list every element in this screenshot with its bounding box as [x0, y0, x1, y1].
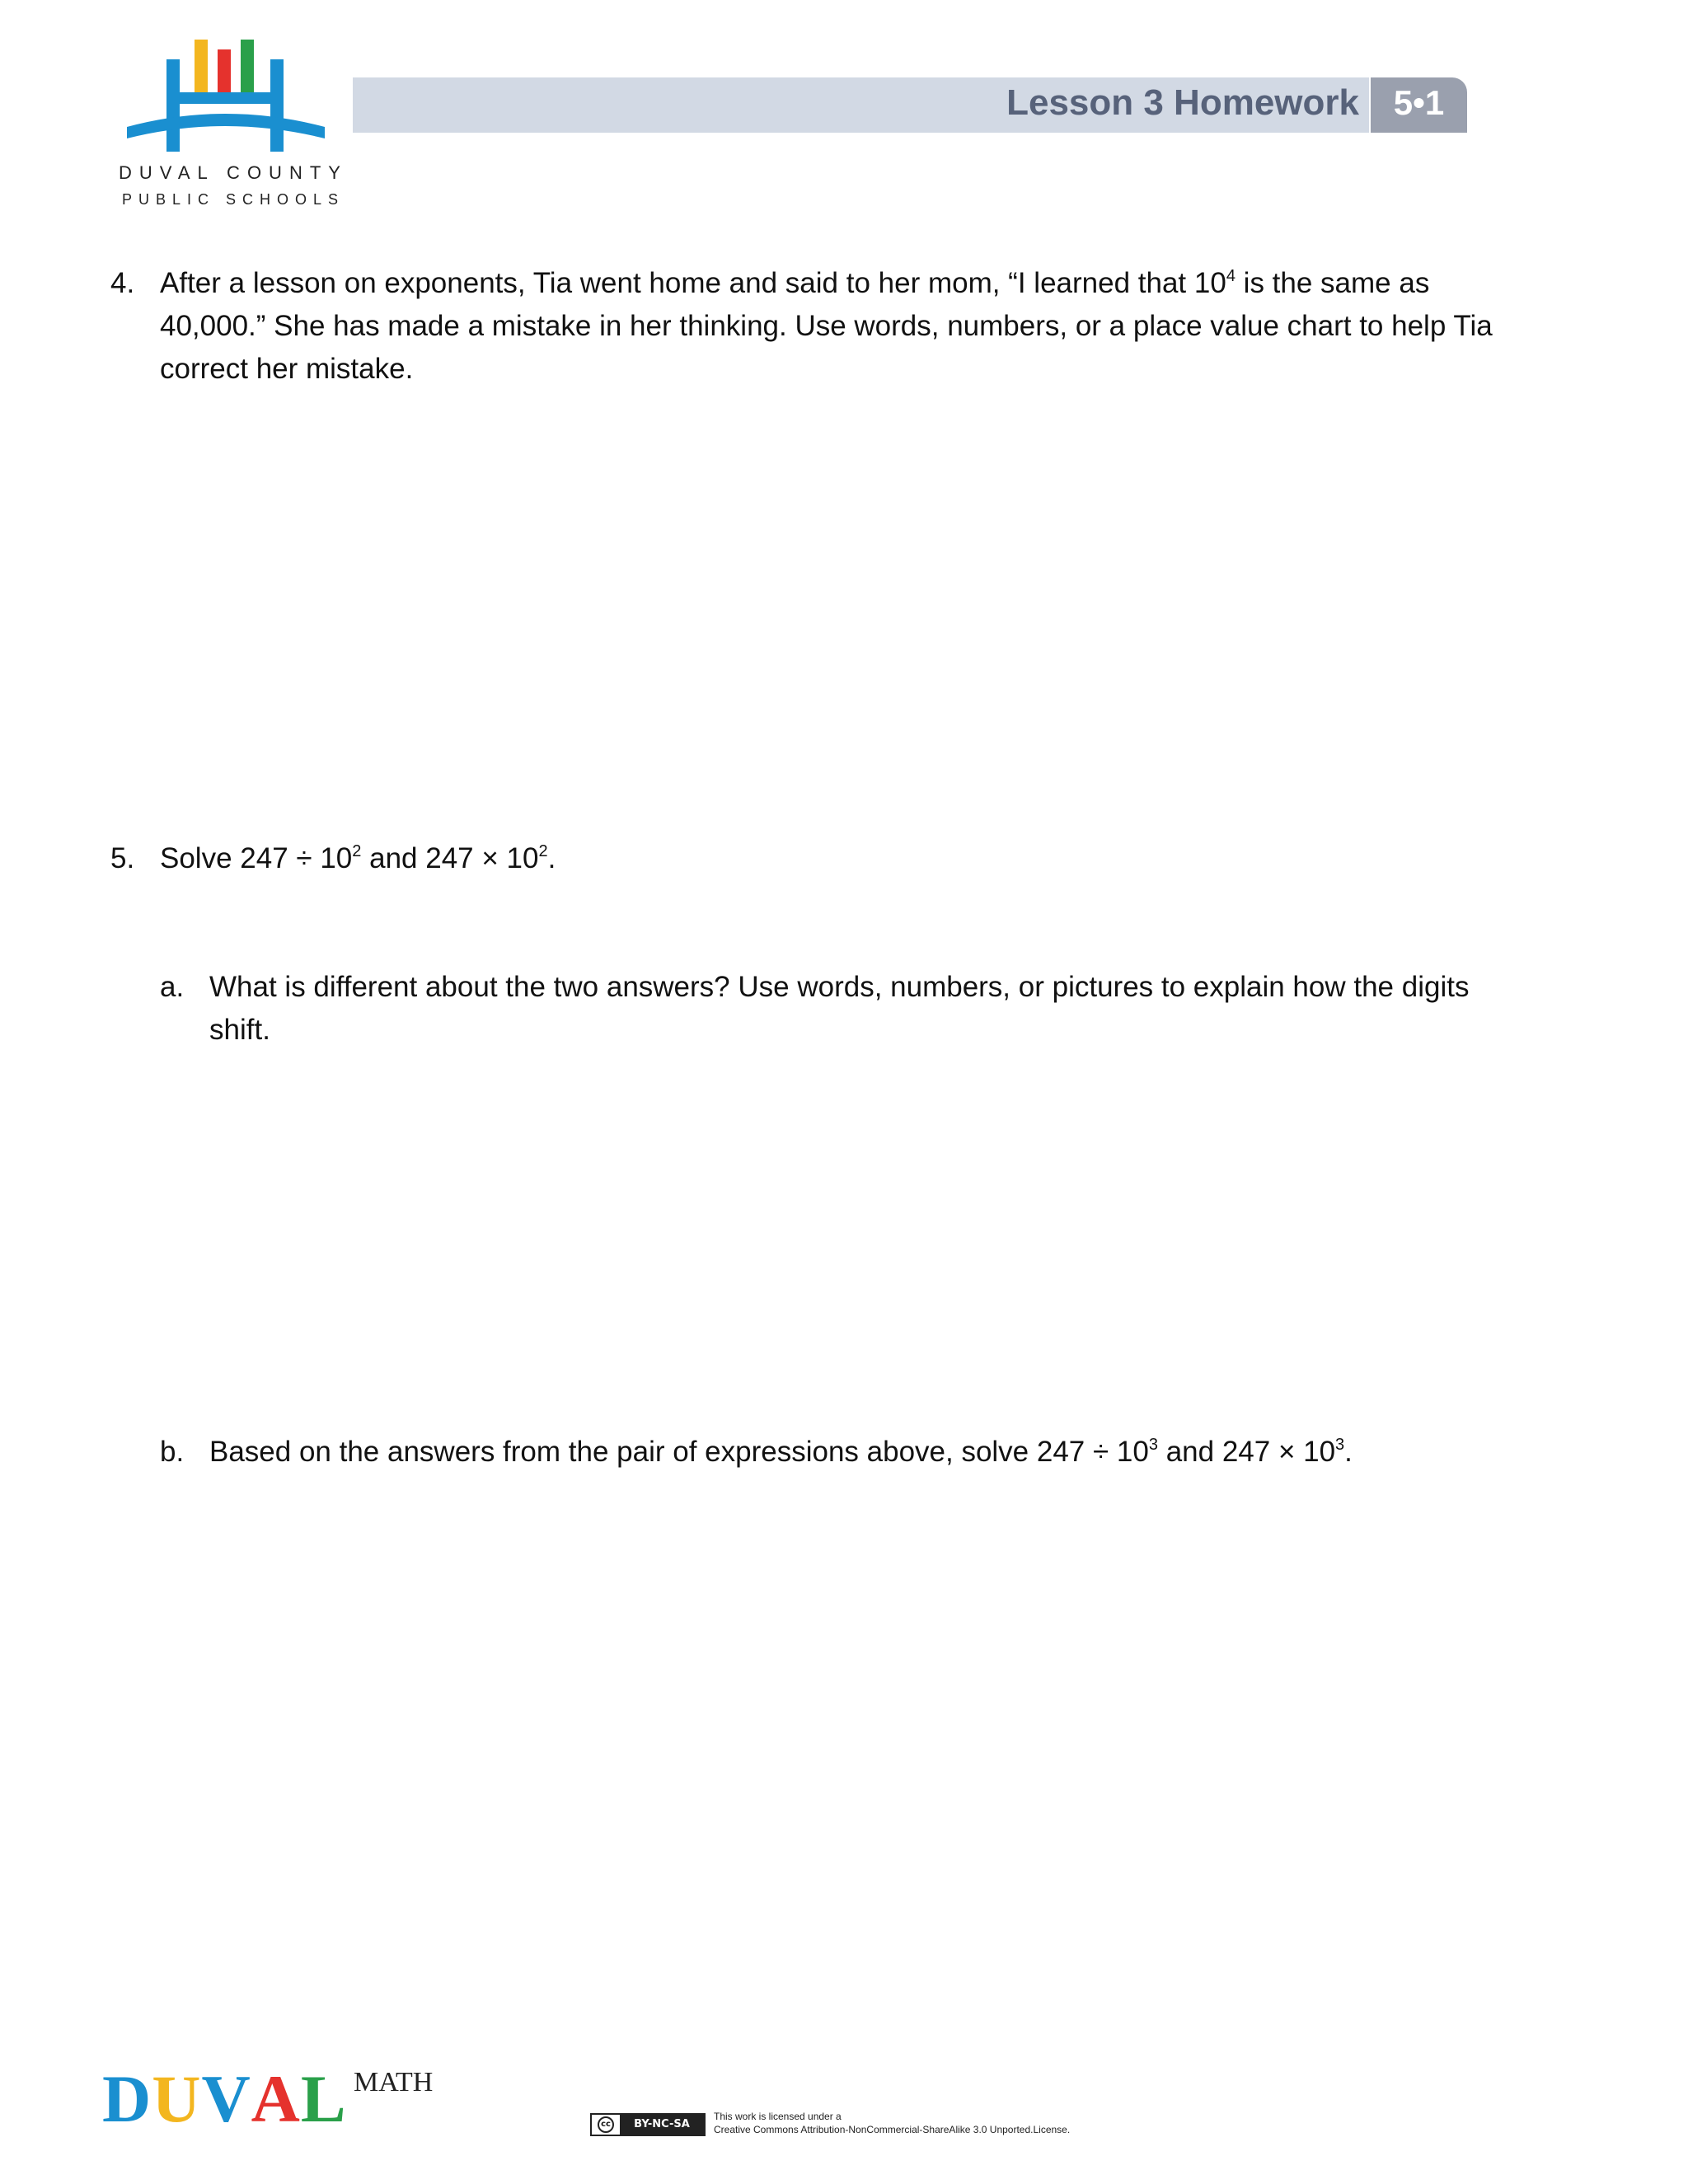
cc-terms: BY-NC-SA	[620, 2115, 704, 2135]
problem-text-line	[160, 837, 556, 880]
license-line: This work is licensed under a	[714, 2111, 842, 2122]
text-run: .	[547, 842, 556, 874]
problem-text-line: 40,000.” She has made a mistake in her thinking. Use words, numbers, or a place value chart to help Tia	[160, 310, 1493, 342]
brand-letter: L	[300, 2061, 347, 2136]
school-logo-icon	[97, 35, 369, 158]
title-bar	[353, 77, 1369, 133]
text-run: and 247 × 10	[361, 842, 539, 874]
text-run: .	[1344, 1436, 1353, 1468]
brand-letter: D	[102, 2061, 152, 2136]
text-run: After a lesson on exponents, Tia went home and said to her mom, “I learned that 10	[160, 267, 1226, 299]
problem-4	[0, 262, 1688, 394]
problem-number: 4.	[110, 267, 135, 299]
problem-text-line	[160, 262, 1429, 305]
problem-text-line: correct her mistake.	[160, 353, 414, 385]
license-text	[714, 2110, 1070, 2136]
duval-county-logo	[97, 35, 369, 216]
text-run: Based on the answers from the pair of expressions above, solve 247 ÷ 10	[209, 1436, 1149, 1468]
creative-commons-icon	[592, 2115, 620, 2135]
brand-letter: A	[251, 2061, 301, 2136]
brand-letter: V	[201, 2061, 251, 2136]
duval-math-logo	[102, 2060, 448, 2143]
cc-symbol: cc	[598, 2116, 614, 2133]
license-block	[590, 2110, 1167, 2143]
problem-5	[0, 837, 1688, 887]
problem-text-line	[209, 1431, 1353, 1474]
exponent: 3	[1335, 1436, 1345, 1454]
subproblem-label: b.	[160, 1436, 185, 1468]
exponent: 3	[1148, 1436, 1158, 1454]
problem-number: 5.	[110, 842, 135, 874]
text-run: Solve 247 ÷ 10	[160, 842, 353, 874]
exponent: 2	[538, 842, 548, 860]
license-link[interactable]: Creative Commons Attribution-NonCommercial-ShareAlike 3.0 Unported.License.	[714, 2124, 1071, 2135]
problem-5b	[0, 1431, 1688, 1480]
duval-wordmark	[102, 2060, 347, 2138]
logo-text-line1: DUVAL COUNTY	[119, 162, 348, 183]
problem-text-line: shift.	[209, 1014, 270, 1046]
problem-5a	[0, 966, 1688, 1057]
text-run: and 247 × 10	[1157, 1436, 1336, 1468]
page-title: Lesson 3 Homework	[1006, 82, 1359, 123]
exponent: 2	[352, 842, 362, 860]
logo-text-line2: PUBLIC SCHOOLS	[121, 191, 345, 208]
brand-letter: U	[152, 2061, 202, 2136]
exponent: 4	[1226, 267, 1236, 285]
text-run: is the same as	[1235, 267, 1430, 299]
subproblem-label: a.	[160, 971, 185, 1003]
cc-license-badge[interactable]	[590, 2113, 706, 2136]
grade-module-badge: 5•1	[1371, 77, 1467, 133]
problem-text-line: What is different about the two answers? Use words, numbers, or pictures to explain how the digits	[209, 971, 1470, 1003]
math-label: MATH	[354, 2067, 434, 2097]
